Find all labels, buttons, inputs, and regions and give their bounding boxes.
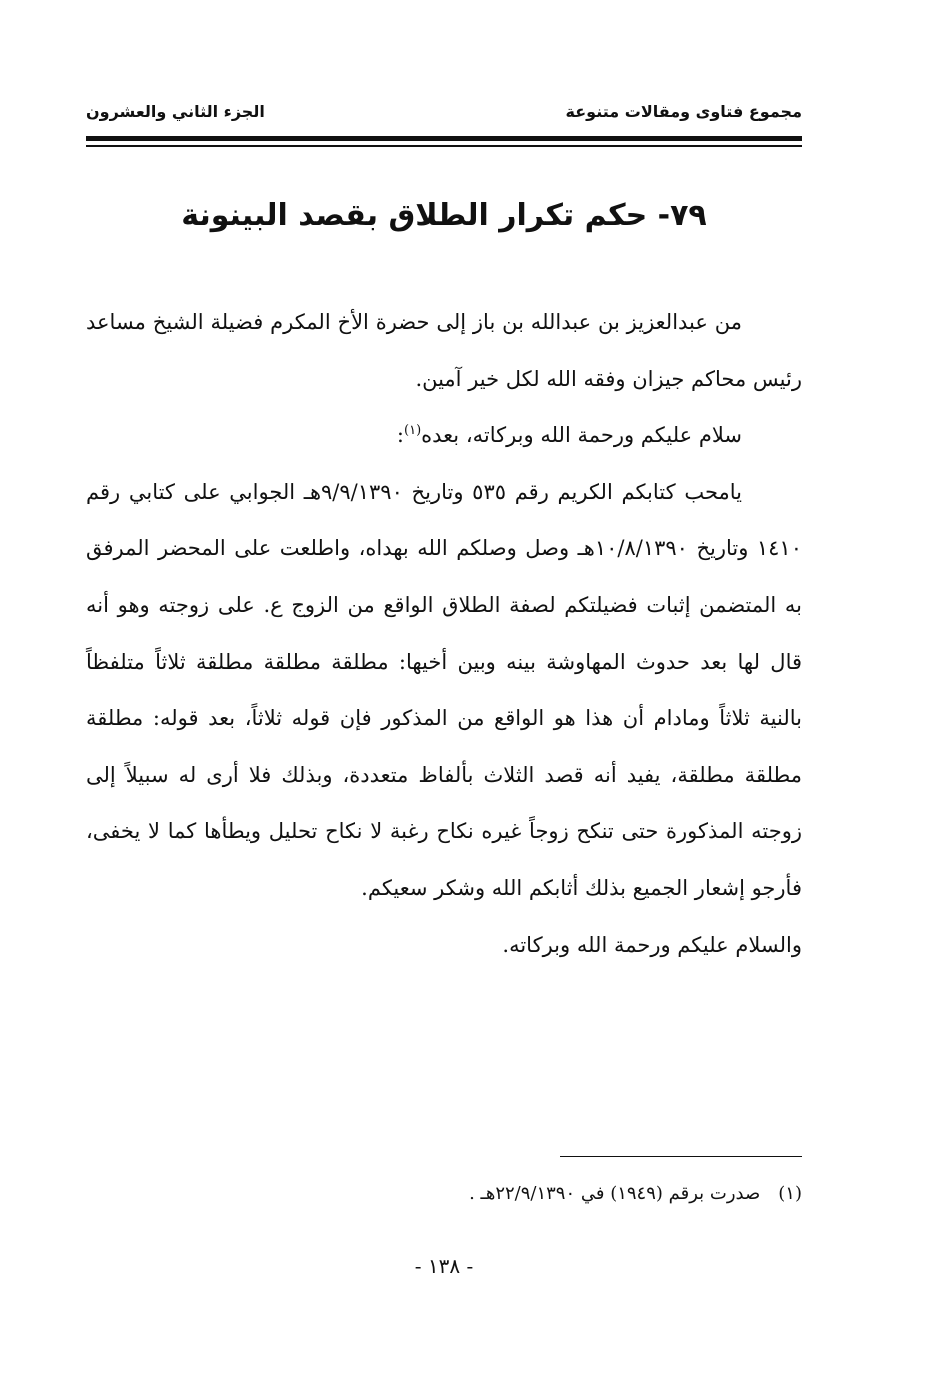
page-number: - ١٣٨ -: [414, 1254, 474, 1278]
footnote-text: صدرت برقم (١٩٤٩) في ٢٢/٩/١٣٩٠هـ .: [469, 1183, 761, 1204]
footnote: [86, 1176, 802, 1212]
main-paragraph: يامحب كتابكم الكريم رقم ٥٣٥ وتاريخ ٩/٩/١٣٩٠هـ الجوابي على كتابي رقم ١٤١٠ وتاريخ ١٠/٨/١٣٩٠هـ وصل وصلكم الله بهداه، واطلعت على المحضر المرفق به المتضمن إثبات فضيلتكم لصفة الطلاق الواقع من الزوج ع. على زوجته وهو أنه قال لها بعد حدوث المهاوشة بينه وبين أخيها: مطلقة مطلقة مطلقة ثلاثاً متلفظاً بالنية ثلاثاً ومادام أن هذا هو الواقع من المذكور فإن قوله ثلاثاً، بعد قوله: مطلقة مطلقة مطلقة، يفيد أنه قصد الثلاث بألفاظ متعددة، وبذلك فلا أرى له سبيلاً إلى زوجته المذكورة حتى تنكح زوجاً غيره نكاح رغبة لا نكاح تحليل ويطأها كما لا يخفى، فأرجو إشعار الجميع بذلك أثابكم الله وشكر سعيكم.: [86, 479, 802, 900]
closing-paragraph: والسلام عليكم ورحمة الله وبركاته.: [502, 932, 802, 957]
fatwa-body: [86, 294, 802, 973]
greeting-text: سلام عليكم ورحمة الله وبركاته، بعده: [421, 423, 742, 448]
address-paragraph: من عبدالعزيز بن عبدالله بن باز إلى حضرة الأخ المكرم فضيلة الشيخ مساعد رئيس محاكم جيزان وفقه الله لكل خير آمين.: [86, 310, 802, 391]
footnote-separator: [560, 1156, 802, 1157]
volume-label: الجزء الثاني والعشرون: [86, 102, 265, 121]
greeting-paragraph: [86, 407, 802, 464]
greeting-end: :: [396, 423, 404, 448]
book-title: مجموع فتاوى ومقالات متنوعة: [565, 102, 802, 121]
header-rule-thin: [86, 145, 802, 147]
header-rule-thick: [86, 136, 802, 141]
running-header: [86, 96, 802, 130]
footnote-reference: (١): [404, 423, 422, 439]
footnote-marker: (١): [778, 1183, 802, 1204]
fatwa-title: ٧٩- حكم تكرار الطلاق بقصد البينونة: [181, 198, 707, 233]
